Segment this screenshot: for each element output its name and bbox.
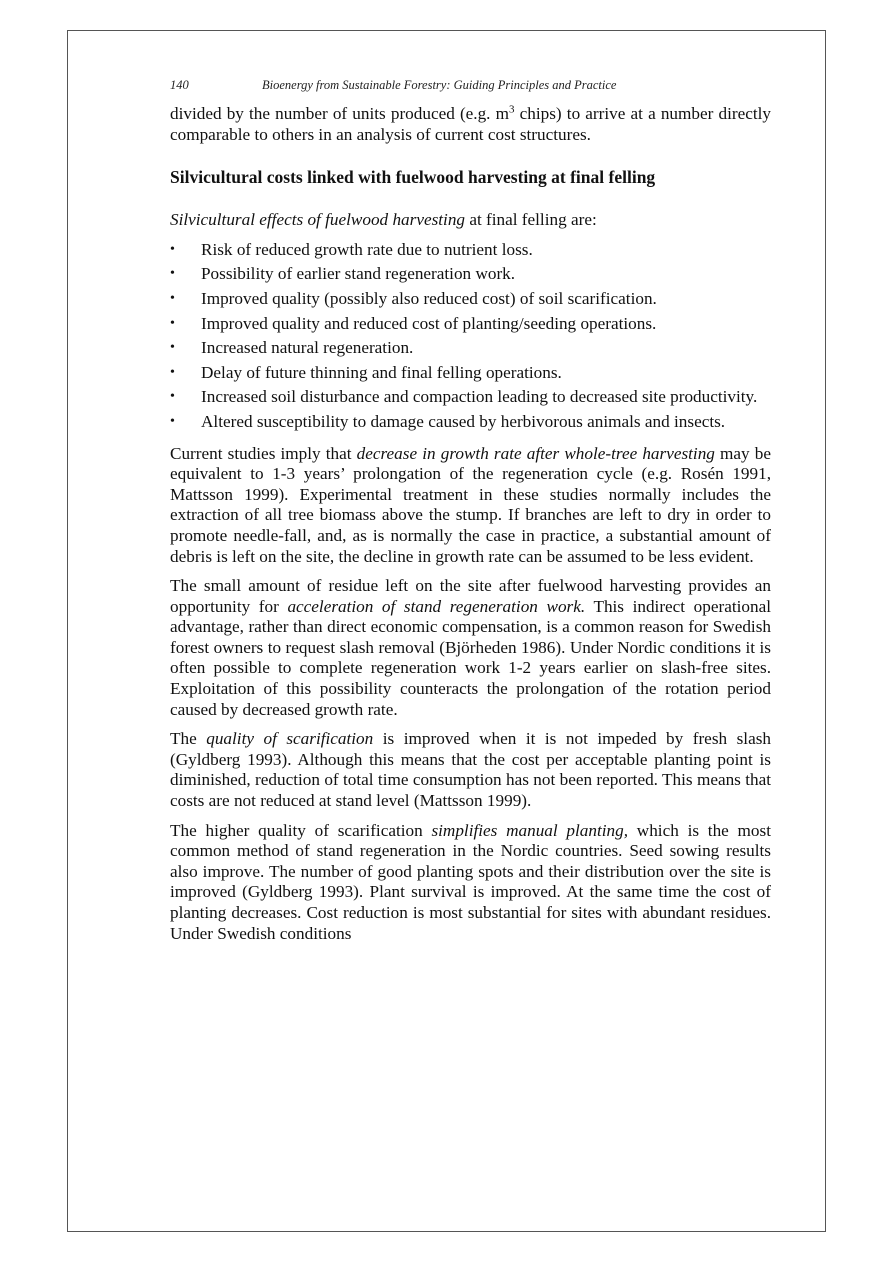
bullet-icon: • [170, 241, 175, 257]
bullet-icon: • [170, 413, 175, 429]
list-item: • Possibility of earlier stand regeneration work. [170, 264, 516, 284]
growth-rate-paragraph: Current studies imply that decrease in growth rate after whole-tree harvesting may be equivalent to 1-3 years’ prolongation of the regeneration cycle (e.g. Rosén 1991, Mattsson 1999). Experimental treatment in these studies normally includes the extraction of all tree biomass above the stump. If branches are left to dry in order to promote needle-fall, and, as is normally the case in practice, a substantial amount of debris is left on the site, the decline in growth rate can be assumed to be less evident. [170, 443, 771, 566]
list-item: • Improved quality (possibly also reduced cost) of soil scarification. [170, 288, 657, 308]
section-heading: Silvicultural costs linked with fuelwood harvesting at final felling [170, 167, 656, 188]
intro-paragraph: divided by the number of units produced (e.g. $m^3$ chips) to arrive at a number directly comparable to others in an analysis of current cost structures. [170, 103, 771, 144]
bullet-icon: • [170, 340, 175, 356]
bullet-icon: • [170, 364, 175, 380]
list-item: • Altered susceptibility to damage caused by herbivorous animals and insects. [170, 411, 726, 431]
effects-list [170, 240, 771, 433]
list-item: • Increased natural regeneration. [170, 338, 414, 358]
list-item: • Delay of future thinning and final felling operations. [170, 362, 562, 382]
scarification-paragraph: The quality of scarification is improved when it is not impeded by fresh slash (Gyldberg 1993). Although this means that the cost per acceptable planting point is diminished, reduction of total time consumption has not been reported. This means that costs are not reduced at stand level (Mattsson 1999). [170, 729, 771, 811]
bullet-icon: • [170, 389, 175, 405]
running-header [170, 78, 770, 93]
effects-intro: Silvicultural effects of fuelwood harvesting at final felling are: [170, 210, 597, 230]
page-number: 140 [170, 78, 189, 92]
planting-paragraph: The higher quality of scarification simplifies manual planting, which is the most common method of stand regeneration in the Nordic countries. Seed sowing results also improve. The number of good planting spots and their distribution over the site is improved (Gyldberg 1993). Plant survival is improved. At the same time the cost of planting decreases. Cost reduction is most substantial for sites with abundant residues. Under Swedish conditions [170, 820, 771, 943]
bullet-icon: • [170, 266, 175, 282]
list-item: • Improved quality and reduced cost of planting/seeding operations. [170, 313, 657, 333]
bullet-icon: • [170, 290, 175, 306]
superscript-three: 3 [509, 103, 515, 116]
bullet-icon: • [170, 315, 175, 331]
acceleration-paragraph: The small amount of residue left on the site after fuelwood harvesting provides an opportunity for acceleration of stand regeneration work. This indirect operational advantage, rather than direct economic compensation, is a common reason for Swedish forest owners to request slash removal (Björheden 1986). Under Nordic conditions it is often possible to complete regeneration work 1-2 years earlier on slash-free sites. Exploitation of this possibility counteracts the prolongation of the rotation period caused by decreased growth rate. [170, 576, 771, 719]
book-title: Bioenergy from Sustainable Forestry: Guiding Principles and Practice [262, 78, 617, 92]
page-body [170, 104, 771, 953]
list-item: • Risk of reduced growth rate due to nutrient loss. [170, 239, 533, 259]
list-item: • Increased soil disturbance and compaction leading to decreased site productivity. [170, 387, 758, 407]
